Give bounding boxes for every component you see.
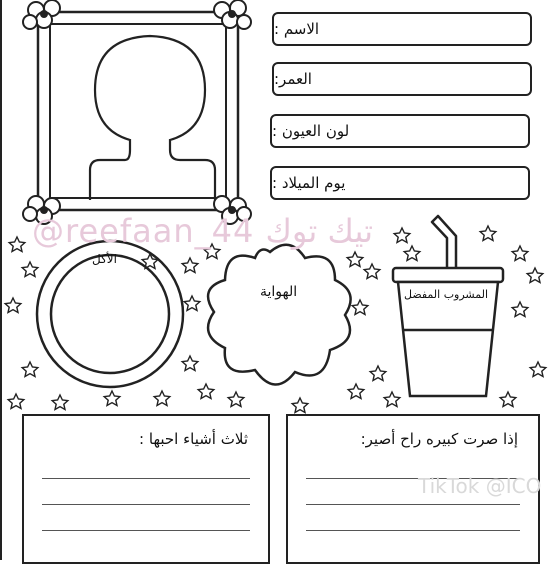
food-label: الأكل	[92, 252, 117, 266]
eye-color-label: لون العيون :	[272, 122, 350, 140]
photo-frame	[38, 12, 238, 210]
age-field[interactable]	[272, 62, 532, 96]
three-things-box[interactable]	[22, 414, 270, 564]
writing-line	[42, 530, 250, 531]
drink-label: المشروب المفضل	[404, 288, 489, 301]
writing-line	[42, 504, 250, 505]
when-grow-up-title: إذا صرت كبيره راح أصير:	[360, 430, 518, 448]
writing-line	[42, 478, 250, 479]
name-field[interactable]	[272, 12, 532, 46]
portrait-silhouette-icon	[90, 36, 215, 200]
name-label: الاسم :	[274, 20, 320, 38]
birthday-field[interactable]	[270, 166, 530, 200]
eye-color-field[interactable]	[270, 114, 530, 148]
writing-line	[306, 530, 520, 531]
writing-line	[306, 504, 520, 505]
watermark-text: @reefaan_44 تيك توك	[32, 212, 373, 250]
age-label: العمر:	[274, 70, 312, 88]
three-things-title: ثلاث أشياء احبها :	[139, 430, 248, 448]
drink-cup-icon	[393, 216, 503, 396]
birthday-label: يوم الميلاد :	[272, 174, 346, 192]
hobby-label: الهواية	[260, 284, 298, 300]
tiktok-watermark: TikTok @ICO	[418, 474, 542, 498]
hobby-cloud-icon	[208, 245, 351, 385]
